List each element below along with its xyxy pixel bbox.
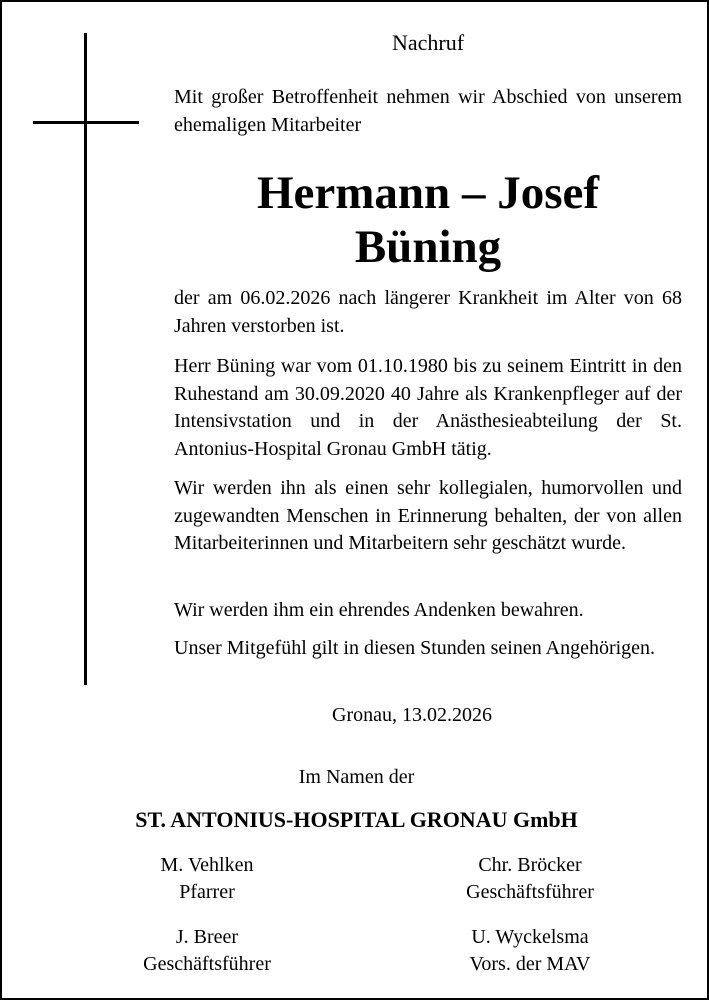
signatory — [77, 924, 337, 978]
signatory-role: Vors. der MAV — [469, 953, 591, 975]
organization-name: ST. ANTONIUS-HOSPITAL GRONAU GmbH — [135, 807, 578, 832]
notice-heading: Nachruf — [391, 30, 465, 55]
signatory-role: Geschäftsführer — [143, 953, 271, 975]
deceased-name-line1: Hermann – Josef — [256, 167, 599, 219]
cross-horizontal-bar — [33, 121, 139, 124]
deceased-name — [174, 166, 682, 274]
signatory-name: J. Breer — [175, 926, 239, 948]
signatory — [400, 852, 660, 906]
signatory-name: U. Wyckelsma — [471, 926, 589, 948]
paragraph-condolences: Unser Mitgefühl gilt in diesen Stunden seinen Angehörigen. — [174, 637, 656, 659]
cross-vertical-bar — [84, 33, 87, 685]
signatory-name: Chr. Bröcker — [478, 854, 582, 876]
paragraph-remembrance: Wir werden ihn als einen sehr kollegialen, humorvollen und zugewandten Menschen in Erinnerung behalten, der von allen Mitarbeiterinnen und Mitarbeitern sehr geschätzt wurde. — [174, 477, 682, 554]
paragraph-career: Herr Büning war vom 01.10.1980 bis zu seinem Eintritt in den Ruhestand am 30.09.2020 40 Jahre als Krankenpfleger auf der Intensivstation und in der Anästhesieabteilung der St. Antonius-Hospital Gronau GmbH tätig. — [174, 355, 682, 460]
signatory-role: Pfarrer — [179, 881, 235, 903]
paragraph-death-notice: der am 06.02.2026 nach längerer Krankheit im Alter von 68 Jahren verstorben ist. — [174, 287, 682, 337]
on-behalf-text: Im Namen der — [298, 766, 415, 788]
paragraph-honor: Wir werden ihm ein ehrendes Andenken bewahren. — [174, 599, 584, 621]
signatory-role: Geschäftsführer — [466, 881, 594, 903]
signatory — [77, 852, 337, 906]
signatory-name: M. Vehlken — [160, 854, 254, 876]
signatory — [400, 924, 660, 978]
intro-text: Mit großer Betroffenheit nehmen wir Abschied von unserem ehemaligen Mitarbeiter — [174, 86, 682, 136]
place-and-date: Gronau, 13.02.2026 — [332, 704, 492, 726]
deceased-name-line2: Büning — [354, 221, 502, 273]
